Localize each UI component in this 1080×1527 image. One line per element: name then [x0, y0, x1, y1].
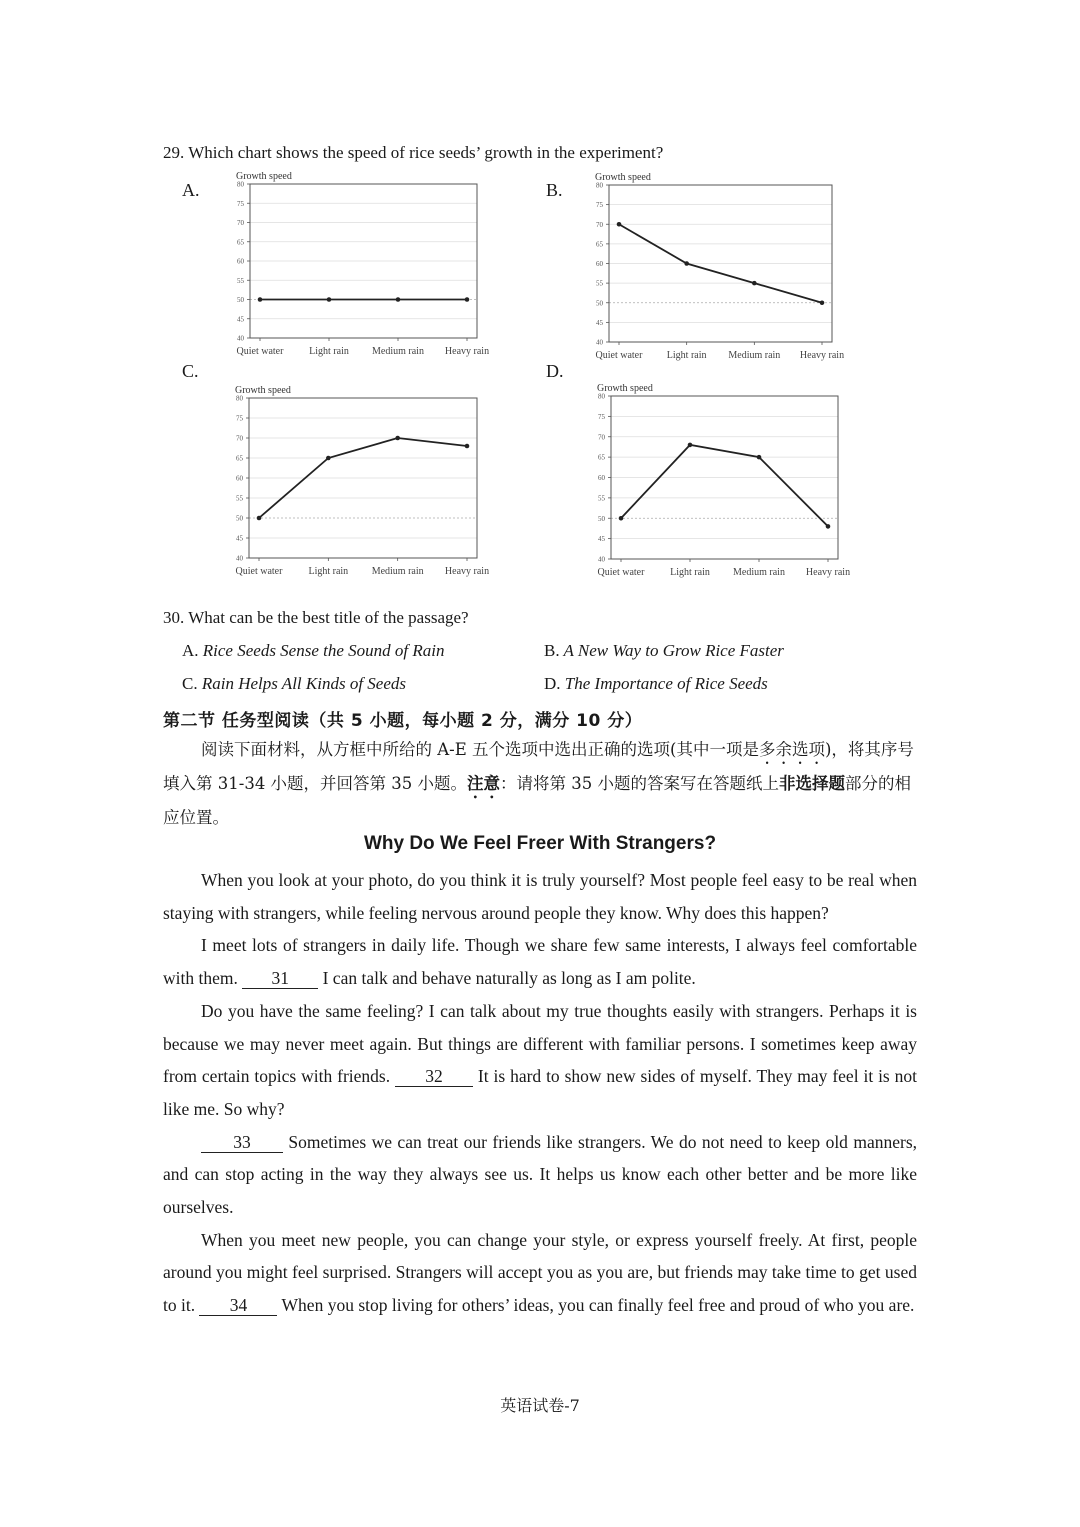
chart-b-ytick-label: 65 — [596, 240, 603, 249]
paragraph-3: Do you have the same feeling? I can talk about my true thoughts easily with strangers. Perhaps it is because we may never meet again. But things are different with familiar persons. I sometimes keep away from certain topics with friends. 32 It is hard to show new sides of myself. They may feel it is not like me. So why? — [163, 1000, 918, 1119]
question-29: 29. Which chart shows the speed of rice seeds’ growth in the experiment? — [163, 143, 664, 162]
paragraph-1: When you look at your photo, do you think it is truly yourself? Most people feel easy to be real when staying with strangers, while feeling nervous around people they know. Why does this happen? — [163, 870, 917, 923]
chart-b-xtick-label: Medium rain — [728, 350, 781, 361]
chart-b-ylabel: Growth speed — [595, 172, 651, 183]
chart-label-c: C. — [182, 361, 199, 381]
q30-option-b: B. A New Way to Grow Rice Faster — [544, 641, 784, 660]
chart-c-ytick-label: 55 — [236, 494, 243, 503]
chart-a-ytick-label: 50 — [237, 296, 244, 304]
chart-d-ytick-label: 70 — [598, 433, 605, 442]
chart-d-ytick-label: 75 — [598, 412, 605, 421]
chart-b-point — [752, 281, 757, 286]
paragraph-2: I meet lots of strangers in daily life. Though we share few same interests, I always feel comfortable with them. 31 I can talk and behave naturally as long as I am polite. — [163, 935, 917, 989]
chart-b-ytick-label: 75 — [596, 201, 603, 210]
chart-b-ytick-label: 70 — [596, 220, 603, 229]
emphasis-non-choice: 非选择题 — [779, 774, 846, 793]
chart-d-point — [619, 516, 624, 521]
chart-b — [595, 172, 844, 361]
chart-d-ytick-label: 55 — [598, 494, 605, 503]
chart-c — [235, 385, 489, 577]
chart-a-ytick-label: 40 — [237, 334, 244, 343]
chart-a — [236, 171, 489, 357]
chart-a-xtick-label: Medium rain — [372, 346, 424, 357]
chart-label-d: D. — [546, 361, 564, 381]
chart-c-ytick-label: 40 — [236, 554, 243, 563]
paragraph-4: 33 Sometimes we can treat our friends like strangers. We do not need to keep old manners, and can stop acting in the way they always see us. It helps us know each other better and be more like ourselves. — [163, 1131, 917, 1218]
chart-b-point — [617, 222, 622, 227]
chart-a-xtick-label: Light rain — [309, 346, 349, 357]
page-footer: 英语试卷-7 — [500, 1396, 580, 1415]
chart-b-point — [820, 300, 825, 305]
chart-d — [597, 383, 850, 578]
chart-c-point — [257, 516, 262, 521]
chart-a-point — [396, 297, 401, 302]
chart-d-ytick-label: 80 — [598, 392, 605, 401]
chart-b-xtick-label: Light rain — [666, 350, 707, 361]
chart-c-xtick-label: Light rain — [308, 566, 349, 577]
paragraph-5: When you meet new people, you can change your style, or express yourself freely. At first, people around you might feel surprised. Strangers will accept you as you are, but friends may take time to get used to it. 34 When you stop living for others’ ideas, you can finally feel free and proud of who you are. — [163, 1229, 917, 1316]
passage-title: Why Do We Feel Freer With Strangers? — [363, 833, 717, 854]
chart-d-point — [757, 455, 762, 460]
chart-c-ytick-label: 65 — [236, 454, 243, 463]
blank-31: 31 — [242, 968, 318, 989]
chart-d-xtick-label: Quiet water — [597, 567, 645, 578]
chart-c-ylabel: Growth speed — [235, 385, 291, 396]
chart-a-xtick-label: Heavy rain — [444, 346, 490, 357]
chart-d-ytick-label: 45 — [598, 535, 605, 544]
chart-a-ytick-label: 55 — [237, 276, 244, 285]
chart-d-xtick-label: Heavy rain — [805, 567, 851, 578]
chart-a-point — [465, 297, 470, 302]
chart-d-ytick-label: 60 — [598, 474, 605, 482]
chart-a-xtick-label: Quiet water — [236, 346, 284, 357]
section-instructions: 阅读下面材料，从方框中所给的 A-E 五个选项中选出正确的选项(其中一项是多余选项)，将其序号填入第 31-34 小题，并回答第 35 小题。注意：请将第 35 小题的答案写在答题纸上非选择题部分的相应位置。 — [163, 740, 914, 827]
chart-d-ytick-label: 65 — [598, 453, 605, 462]
chart-c-ytick-label: 45 — [236, 534, 243, 543]
chart-c-point — [326, 456, 331, 461]
chart-label-b: B. — [546, 180, 563, 200]
chart-a-point — [327, 297, 332, 302]
chart-c-ytick-label: 60 — [236, 474, 243, 483]
chart-c-ytick-label: 70 — [236, 434, 243, 443]
chart-c-xtick-label: Heavy rain — [444, 566, 490, 577]
charts-29 — [0, 0, 1080, 600]
chart-c-ytick-label: 75 — [236, 414, 243, 423]
chart-a-ytick-label: 60 — [237, 257, 244, 266]
chart-d-ytick-label: 50 — [598, 514, 605, 523]
chart-d-ylabel: Growth speed — [597, 383, 653, 394]
emphasis-extra-option: 多余选项 — [758, 740, 825, 759]
chart-d-xtick-label: Light rain — [670, 567, 710, 578]
chart-b-ytick-label: 45 — [596, 318, 603, 327]
chart-label-a: A. — [182, 180, 200, 200]
chart-a-point — [258, 297, 263, 302]
chart-a-ytick-label: 80 — [237, 180, 244, 189]
chart-a-ytick-label: 75 — [237, 199, 244, 208]
chart-b-xtick-label: Heavy rain — [799, 350, 845, 361]
chart-c-ytick-label: 80 — [236, 394, 243, 403]
chart-b-point — [684, 261, 689, 266]
section-heading: 第二节 任务型阅读（共 5 小题，每小题 2 分，满分 10 分） — [163, 711, 643, 731]
chart-c-point — [465, 444, 470, 449]
passage-body — [163, 864, 917, 1322]
emphasis-note: 注意 — [467, 774, 501, 793]
question-30: 30. What can be the best title of the passage? — [163, 608, 469, 627]
blank-32: 32 — [395, 1066, 473, 1087]
blank-34: 34 — [199, 1295, 277, 1316]
chart-c-xtick-label: Medium rain — [371, 566, 424, 577]
chart-b-ytick-label: 55 — [596, 279, 603, 288]
chart-b-xtick-label: Quiet water — [595, 350, 643, 361]
chart-b-ytick-label: 60 — [596, 260, 603, 268]
chart-c-point — [395, 436, 400, 441]
blank-33: 33 — [201, 1132, 283, 1153]
chart-b-ytick-label: 50 — [596, 299, 603, 308]
chart-a-ytick-label: 70 — [237, 219, 244, 227]
chart-d-xtick-label: Medium rain — [733, 567, 785, 578]
chart-b-ytick-label: 80 — [596, 181, 603, 190]
chart-a-ytick-label: 65 — [237, 238, 244, 247]
chart-d-ytick-label: 40 — [598, 555, 605, 564]
chart-c-xtick-label: Quiet water — [235, 566, 283, 577]
chart-a-ylabel: Growth speed — [236, 171, 292, 182]
chart-d-point — [688, 443, 693, 448]
chart-b-ytick-label: 40 — [596, 338, 603, 347]
chart-d-point — [826, 524, 831, 529]
chart-c-ytick-label: 50 — [236, 514, 243, 523]
q30-option-a: A. Rice Seeds Sense the Sound of Rain — [182, 641, 445, 660]
chart-a-ytick-label: 45 — [237, 315, 244, 324]
q30-option-d: D. The Importance of Rice Seeds — [544, 674, 768, 693]
q30-option-c: C. Rain Helps All Kinds of Seeds — [182, 674, 406, 693]
